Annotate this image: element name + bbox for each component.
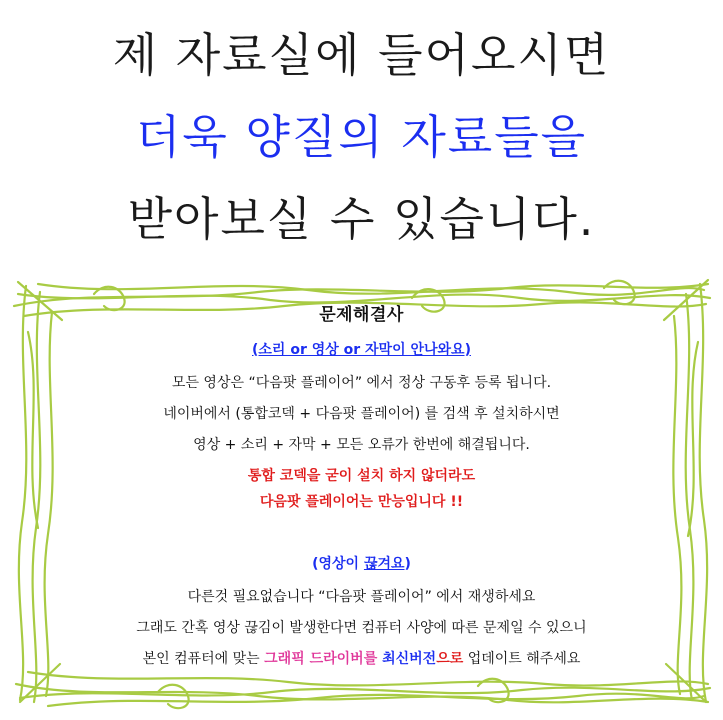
section2-line-3-pink: 그래픽 드라이버를 <box>264 651 383 667</box>
headline-block <box>0 14 723 260</box>
headline-line-3: 받아보실 수 있습니다. <box>127 192 596 246</box>
note-title: 문제해결사 <box>319 305 404 325</box>
section2-heading-post: ) <box>404 556 411 572</box>
section2-line-3-red: 으로 <box>436 651 464 667</box>
section2-line-3 <box>40 649 683 669</box>
section2-line-3-blue: 최신버전 <box>382 651 437 667</box>
section2-line-1: 다른것 필요없습니다 “다음팟 플레이어” 에서 재생하세요 <box>187 589 536 605</box>
section2-heading-pre: (영상이 <box>312 556 364 572</box>
section2-line-3-post: 업데이트 해주세요 <box>463 651 581 667</box>
section2-heading-underlined: 끊겨요 <box>363 556 405 572</box>
headline-line-2: 더욱 양질의 자료들을 <box>135 110 588 164</box>
section1-line-2: 네이버에서 (통합코덱 + 다음팟 플레이어) 를 검색 후 설치하시면 <box>163 406 560 422</box>
section2-heading <box>40 553 683 573</box>
section1-line-1: 모든 영상은 “다음팟 플레이어” 에서 정상 구동후 등록 됩니다. <box>171 375 552 391</box>
section-spacer <box>40 523 683 553</box>
headline-line-1: 제 자료실에 들어오시면 <box>112 28 611 82</box>
section2-line-3-pre: 본인 컴퓨터에 맞는 <box>142 651 265 667</box>
section1-line-3: 영상 + 소리 + 자막 + 모든 오류가 한번에 해결됩니다. <box>193 437 530 453</box>
section1-heading: (소리 or 영상 or 자막이 안나와요) <box>252 342 471 358</box>
note-content <box>40 300 683 680</box>
section1-red-line-1: 통합 코덱을 굳이 설치 하지 않더라도 <box>247 468 476 484</box>
section2-line-2: 그래도 간혹 영상 끊김이 발생한다면 컴퓨터 사양에 따른 문제일 수 있으니 <box>136 620 587 636</box>
section1-red-line-2: 다음팟 플레이어는 만능입니다 !! <box>259 494 464 510</box>
